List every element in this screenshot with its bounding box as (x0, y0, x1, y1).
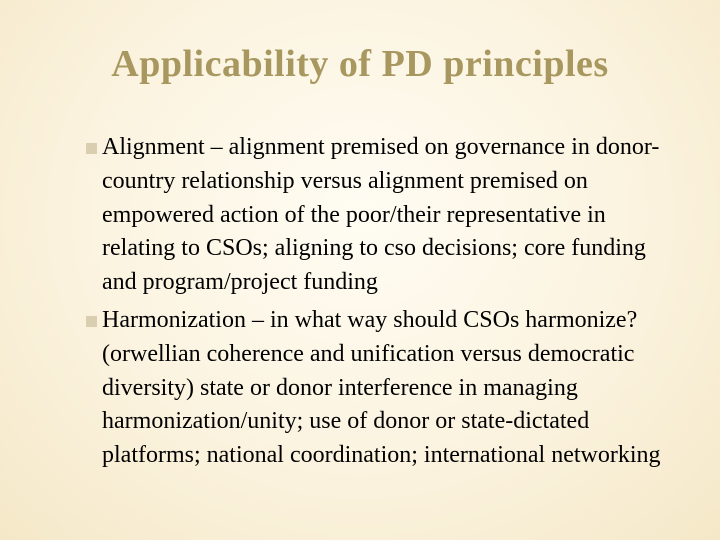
square-bullet-icon (86, 316, 97, 327)
bullet-list (84, 131, 684, 477)
bullet-text: Alignment – alignment premised on governance in donor-country relationship versus alignment premised on empowered action of the poor/their representative in relating to CSOs; aligning to cso decisions; core funding and program/project funding (102, 134, 660, 296)
square-bullet-icon (86, 143, 97, 154)
bullet-harmonization (84, 304, 684, 473)
slide-title: Applicability of PD principles (111, 43, 609, 85)
bullet-alignment (84, 131, 684, 300)
bullet-text: Harmonization – in what way should CSOs harmonize? (orwellian coherence and unification versus democratic diversity) state or donor interference in managing harmonization/unity; use of donor or state-dictated platforms; national coordination; international networking (102, 306, 661, 469)
